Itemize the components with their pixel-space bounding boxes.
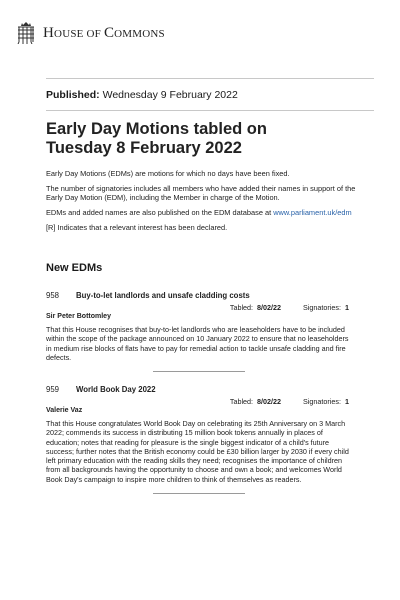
signatories-label: Signatories: [303,397,341,406]
edm-separator [153,493,245,494]
interest-legend: [R] Indicates that a relevant interest has been declared. [46,222,228,232]
edm-number: 959 [46,385,60,394]
intro-paragraph: EDMs and added names are also published on the EDM database at www.parliament.uk/edm [46,208,352,218]
tabled-label: Tabled: [229,397,254,406]
published-divider [46,110,374,111]
tabled-date: 8/02/22 [257,303,282,312]
page-title: Early Day Motions tabled on Tuesday 8 February 2022 [46,120,267,157]
edm-separator [153,371,245,372]
intro-paragraph: The number of signatories includes all members who have added their names in support of the Early Day Motion (EDM), including the Member in charge of the Motion. [46,183,356,203]
intro-notes [46,169,360,238]
published-date: Wednesday 9 February 2022 [102,89,238,101]
edm-title: Buy-to-let landlords and unsafe cladding costs [76,291,250,300]
intro-paragraph: Early Day Motions (EDMs) are motions for which no days have been fixed. [46,169,290,178]
published-line [46,89,238,101]
edm-entry [46,291,349,362]
published-label: Published: [46,89,100,101]
tabled-date: 8/02/22 [257,397,282,406]
section-heading: New EDMs [46,262,103,274]
motion-text: That this House recognises that buy-to-let landlords who are leaseholders have to be included within the scope of the package announced on 10 January 2022 to ensure that no leaseholders in medium rise blocks of flats have to pay for remedial action to tackle unsafe cladding and fire defects. [46,325,349,362]
edm-title: World Book Day 2022 [76,385,156,394]
portcullis-logo-icon [17,22,35,44]
edm-entry [46,385,349,484]
house-of-commons-wordmark: HOUSE OF COMMONS [43,24,165,41]
motion-text: That this House congratulates World Book Day on celebrating its 25th Anniversary on 3 March 2022; commends its success in distributing 15 million book tokens annually in places of education; notes that reading for pleasure is the single biggest indicator of a child's future success; further notes that the British economy could be £30 billion larger by 2030 if every child left primary education with the reading skills they need; recognises the importance of children from all backgrounds having the opportunity to choose and own a book; and welcomes World Book Day's campaign to inspire more children to think of themselves as readers. [46,419,349,484]
page-header [17,22,165,44]
edm-number: 958 [46,291,60,300]
signatories-count: 1 [345,397,349,406]
member-name: Sir Peter Bottomley [46,313,111,320]
top-divider [46,78,374,79]
signatories-count: 1 [345,303,349,312]
signatories-label: Signatories: [303,303,341,312]
member-name: Valerie Vaz [46,407,83,414]
edm-database-link[interactable]: www.parliament.uk/edm [273,208,352,218]
tabled-label: Tabled: [229,303,254,312]
